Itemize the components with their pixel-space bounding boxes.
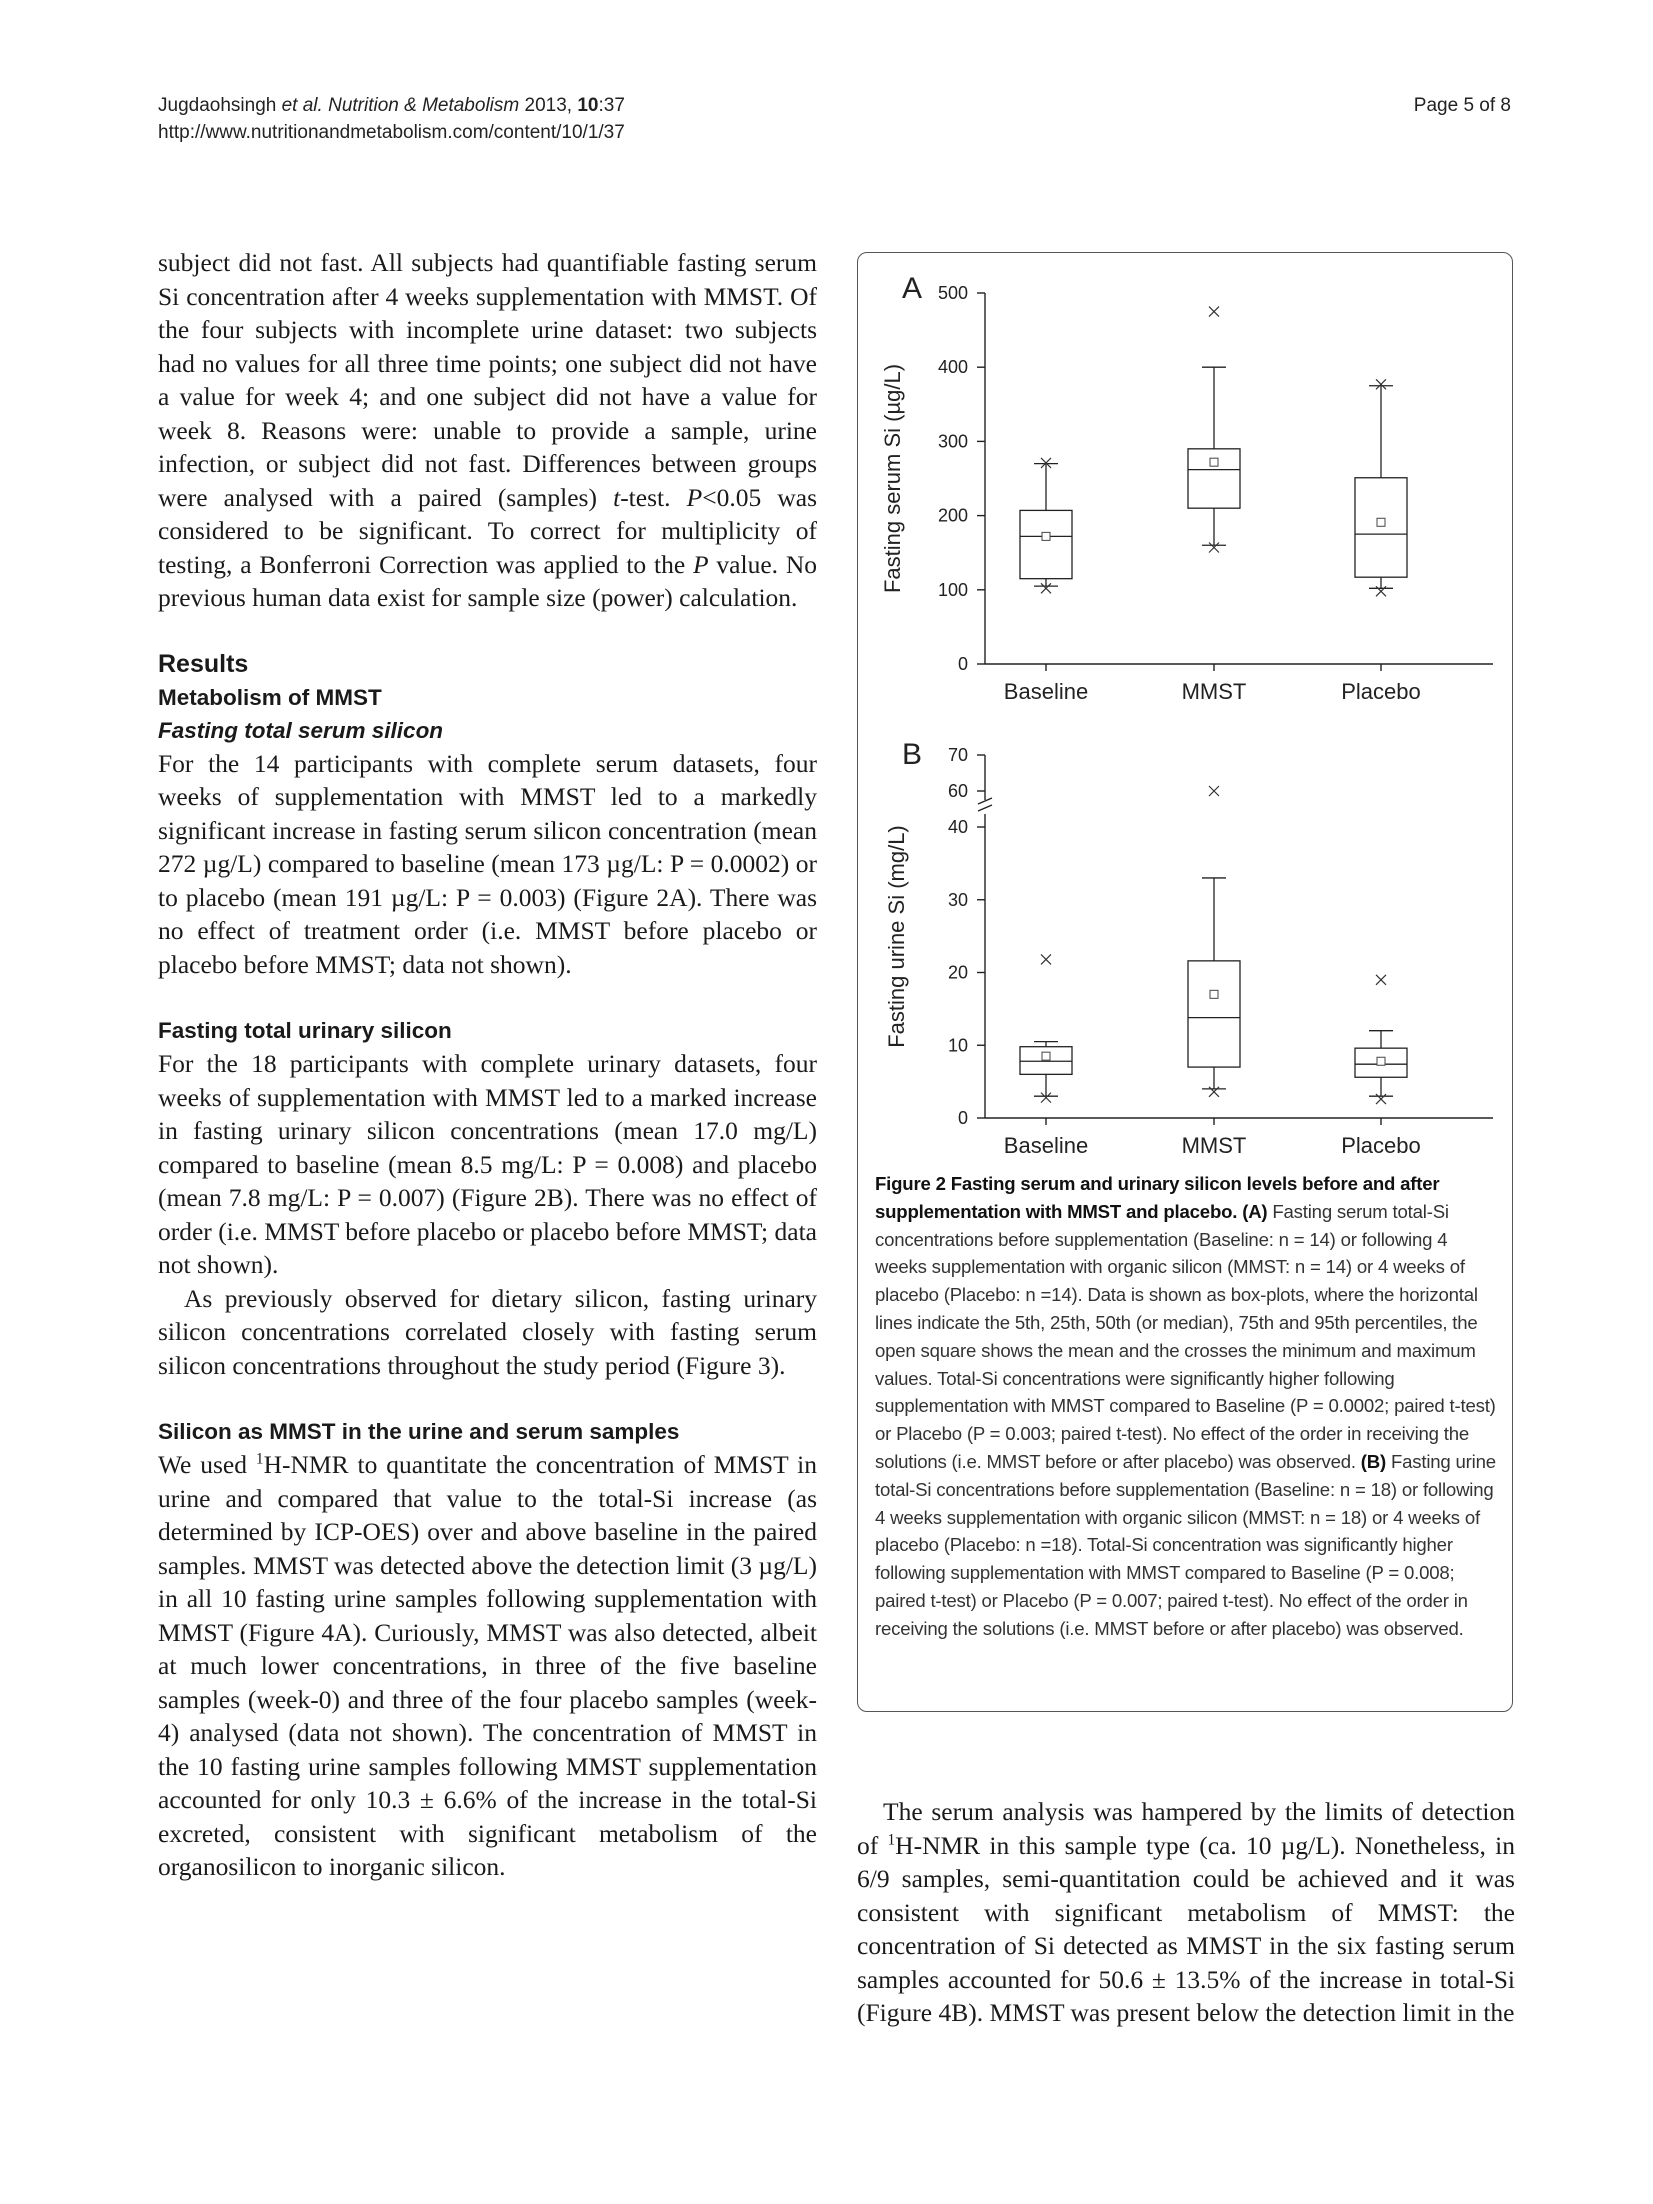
- results-heading: Results: [158, 649, 249, 678]
- mean-marker-baseline: [1042, 1052, 1050, 1060]
- y-tick-label: 20: [947, 962, 968, 983]
- metabolism-heading: Metabolism of MMST: [158, 684, 382, 710]
- y-axis-title-A: Fasting serum Si (µg/L): [880, 363, 905, 594]
- y-tick-label: 40: [947, 817, 968, 837]
- x-tick-label: Placebo: [1341, 679, 1421, 704]
- citation-journal: Nutrition & Metabolism: [322, 95, 520, 116]
- y-tick-label: 0: [957, 654, 968, 674]
- x-tick-label: Placebo: [1341, 1133, 1421, 1158]
- max-marker-baseline: [1041, 954, 1051, 964]
- mmst-heading: Silicon as MMST in the urine and serum samples: [158, 1419, 680, 1444]
- paragraph-serum-nmr: The serum analysis was hampered by the limits of detection of $^1$H-NMR in this sample type (ca. 10 µg/L). Nonetheless, in 6/9 samples, semi-quantitation could be achieved and it was consistent with significant metabolism of MMST: the concentration of Si detected as MMST in the six fasting serum samples accounted for 50.6 ± 13.5% of the increase in total-Si (Figure 4B). MMST was present below the detection limit in the: [857, 1797, 1515, 2027]
- mean-marker-placebo: [1377, 518, 1385, 526]
- mean-marker-placebo: [1377, 1057, 1385, 1065]
- citation-article: :37: [598, 95, 625, 116]
- caption-label: Figure 2: [875, 1173, 946, 1194]
- page-number: Page 5 of 8: [1413, 95, 1511, 116]
- running-header: [158, 92, 625, 146]
- mean-marker-mmst: [1210, 990, 1218, 998]
- y-axis-title-B: Fasting urine Si (mg/L): [884, 825, 909, 1048]
- figure-2-caption: Figure 2 Fasting serum and urinary silicon levels before and after supplementation with MMST and placebo. (A) Fasting serum total-Si concentrations before supplementation (Baseline: n = 14) or following 4 weeks supplementation with organic silicon (MMST: n = 14) or 4 weeks of placebo (Placebo: n =14). Data is shown as box-plots, where the horizontal lines indicate the 5th, 25th, 50th (or median), 75th and 95th percentiles, the open square shows the mean and the crosses the minimum and maximum values. Total-Si concentrations were significantly higher following supplementation with MMST compared to Baseline (P = 0.0002; paired t-test) or Placebo (P = 0.003; paired t-test). No effect of the order in receiving the solutions (i.e. MMST before or after placebo) was observed. (B) Fasting urine total-Si concentrations before supplementation (Baseline: n = 18) or following 4 weeks supplementation with organic silicon (MMST: n = 18) or 4 weeks of placebo (Placebo: n =18). Total-Si concentration was significantly higher following supplementation with MMST compared to Baseline (P = 0.008; paired t-test) or Placebo (P = 0.007; paired t-test). No effect of the order in receiving the solutions (i.e. MMST before or after placebo) was observed.: [875, 1173, 1496, 1639]
- box-placebo: [1355, 478, 1407, 577]
- urinary-heading: Fasting total urinary silicon: [158, 1018, 452, 1043]
- caption-title: Fasting serum and urinary silicon levels before and after supplementation with MMST and placebo.: [875, 1173, 1440, 1222]
- paragraph-serum: For the 14 participants with complete serum datasets, four weeks of supplementation with MMST led to a markedly significant increase in fasting serum silicon concentration (mean 272 µg/L) compared to baseline (mean 173 µg/L: P = 0.0002) or to placebo (mean 191 µg/L: P = 0.003) (Figure 2A). There was no effect of treatment order (i.e. MMST before placebo or placebo before MMST; data not shown).: [158, 748, 817, 979]
- y-tick-label: 500: [937, 283, 968, 303]
- citation-volume: 10: [577, 95, 599, 116]
- paragraph-mmst: We used $^1$H-NMR to quantitate the concentration of MMST in urine and compared that value to the total-Si increase (as determined by ICP-OES) over and above baseline in the paired samples. MMST was detected above the detection limit (3 µg/L) in all 10 fasting urine samples following supplementation with MMST (Figure 4A). Curiously, MMST was also detected, albeit at much lower concentrations, in three of the five baseline samples (week-0) and three of the four placebo samples (week-4) analysed (data not shown). The concentration of MMST in the 10 fasting urine samples following MMST supplementation accounted for only 10.3 ± 6.6% of the increase in the total-Si excreted, consistent with significant metabolism of the organosilicon to inorganic silicon.: [158, 1450, 817, 1881]
- y-tick-label: 400: [937, 357, 968, 378]
- x-tick-label: Baseline: [1003, 1133, 1089, 1158]
- max-marker-mmst: [1209, 307, 1219, 317]
- y-tick-label: 60: [947, 781, 968, 801]
- panel-label-B: B: [902, 738, 923, 771]
- y-tick-label: 70: [947, 745, 968, 765]
- y-tick-label: 30: [947, 889, 968, 910]
- citation-line: [158, 92, 625, 119]
- y-tick-label: 200: [937, 505, 968, 526]
- y-tick-label: 10: [947, 1035, 968, 1056]
- paragraph-dietary: As previously observed for dietary silicon, fasting urinary silicon concentrations correlated closely with fasting serum silicon concentrations throughout the study period (Figure 3).: [158, 1283, 817, 1380]
- y-tick-label: 300: [937, 431, 968, 452]
- right-column: [857, 1795, 1515, 2030]
- y-tick-label: 0: [957, 1108, 968, 1128]
- figure-2-chart: [858, 254, 1510, 1159]
- citation-year: 2013,: [519, 95, 578, 116]
- citation-etal: et al.: [276, 95, 323, 116]
- x-tick-label: Baseline: [1003, 679, 1089, 704]
- serum-heading: Fasting total serum silicon: [158, 717, 444, 743]
- x-tick-label: MMST: [1181, 679, 1247, 704]
- mean-marker-baseline: [1042, 532, 1050, 540]
- paragraph-urinary: For the 18 participants with complete urinary datasets, four weeks of supplementation with MMST led to a marked increase in fasting urinary silicon concentrations (mean 17.0 mg/L) compared to baseline (mean 8.5 mg/L: P = 0.008) and placebo (mean 7.8 mg/L: P = 0.007) (Figure 2B). There was no effect of order (i.e. MMST before placebo or placebo before MMST; data not shown).: [158, 1049, 817, 1279]
- mean-marker-mmst: [1210, 458, 1218, 466]
- max-marker-mmst: [1209, 786, 1219, 796]
- article-url[interactable]: http://www.nutritionandmetabolism.com/content/10/1/37: [158, 122, 625, 143]
- max-marker-placebo: [1376, 975, 1386, 985]
- citation-authors: Jugdaohsingh: [158, 95, 277, 116]
- left-column: [158, 246, 817, 1884]
- box-mmst: [1188, 961, 1240, 1067]
- x-tick-label: MMST: [1181, 1133, 1247, 1158]
- box-baseline: [1020, 510, 1072, 578]
- y-tick-label: 100: [937, 579, 968, 600]
- paragraph-methods-end: subject did not fast. All subjects had quantifiable fasting serum Si concentration after 4 weeks supplementation with MMST. Of the four subjects with incomplete urine dataset: two subjects had no values for all three time points; one subject did not have a value for week 4; and one subject did not have a value for week 8. Reasons were: unable to provide a sample, urine infection, or subject did not fast. Differences between groups were analysed with a paired (samples) t-test. P<0.05 was considered to be significant. To correct for multiplicity of testing, a Bonferroni Correction was applied to the P value. No previous human data exist for sample size (power) calculation.: [158, 248, 818, 612]
- panel-label-A: A: [902, 272, 923, 305]
